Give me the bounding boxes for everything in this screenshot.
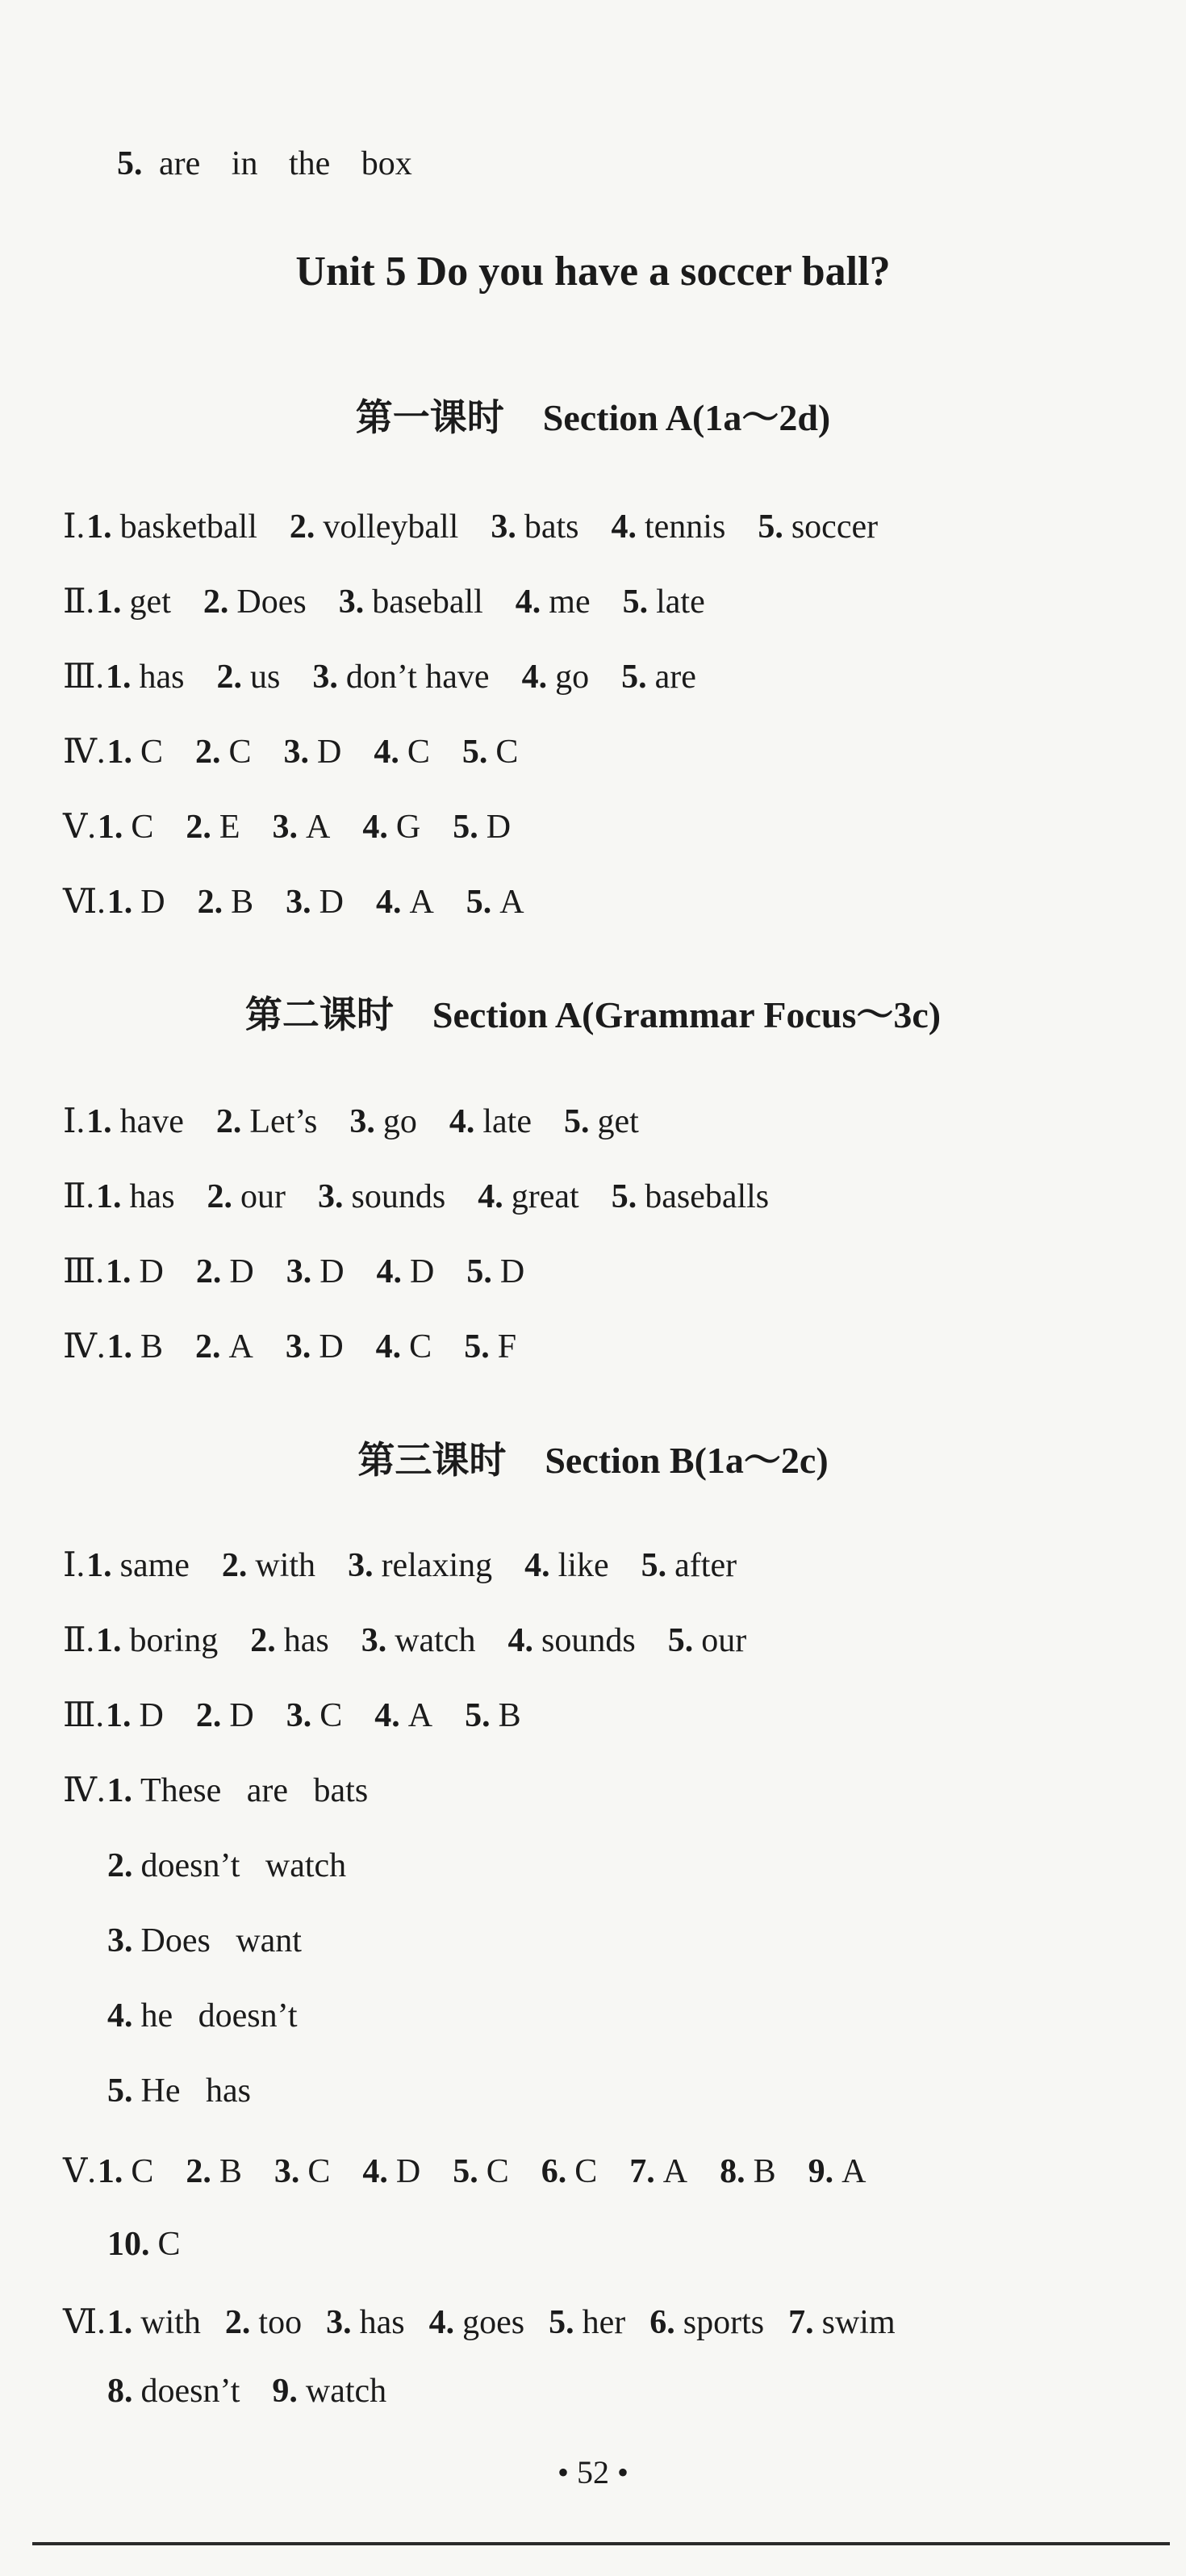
answer-row: Ⅰ.1. have 2. Let’s 3. go 4. late 5. get <box>63 1103 639 1140</box>
roman-numeral: Ⅰ. <box>63 1547 86 1584</box>
roman-numeral: Ⅰ. <box>63 1103 86 1140</box>
roman-numeral: Ⅰ. <box>63 508 86 546</box>
answer-row: 5. He has <box>107 2072 251 2110</box>
answer-row: Ⅵ.1. D 2. B 3. D 4. A 5. A <box>63 884 524 921</box>
answer-row: Ⅵ.1. with 2. too 3. has 4. goes 5. her 6. sports 7. swim <box>63 2304 896 2341</box>
lesson-label: 第三课时 <box>357 1438 507 1482</box>
section-name: Section B(1a～2c) <box>545 1440 829 1481</box>
answer-row: Ⅲ.1. has 2. us 3. don’t have 4. go 5. are <box>63 659 696 696</box>
answer-text: doesn’t <box>140 2373 240 2410</box>
answer-row: Ⅰ.1. basketball 2. volleyball 3. bats 4. tennis 5. soccer <box>63 508 879 546</box>
section-name: Section A(1a～2d) <box>542 397 831 438</box>
answer-row: Ⅱ.1. boring 2. has 3. watch 4. sounds 5. our <box>63 1622 747 1659</box>
roman-numeral: Ⅳ. <box>63 734 106 771</box>
item-number: 9. <box>272 2373 298 2410</box>
lesson-label: 第二课时 <box>244 993 394 1036</box>
roman-numeral: Ⅱ. <box>63 1178 95 1215</box>
answer-row: Ⅱ.1. get 2. Does 3. baseball 4. me 5. late <box>63 583 705 621</box>
answer-row: 10. C <box>107 2226 181 2263</box>
answer-row: Ⅰ.1. same 2. with 3. relaxing 4. like 5. after <box>63 1547 737 1584</box>
answer-row: Ⅳ.1. These are bats <box>63 1772 369 1809</box>
section-title <box>0 1434 1186 1487</box>
answer-item <box>107 2369 240 2414</box>
item-number: 5. <box>117 145 143 182</box>
answer-row-continuation <box>117 141 412 186</box>
answer-row: 3. Does want <box>107 1922 302 1959</box>
answer-text: watch <box>305 2373 387 2410</box>
roman-numeral: Ⅲ. <box>63 1697 105 1734</box>
roman-numeral: Ⅱ. <box>63 1622 95 1659</box>
answer-text: box <box>361 145 412 182</box>
answer-text: the <box>288 145 331 182</box>
answer-row: Ⅲ.1. D 2. D 3. C 4. A 5. B <box>63 1697 521 1734</box>
roman-numeral: Ⅴ. <box>63 2153 96 2190</box>
answer-row: Ⅳ.1. B 2. A 3. D 4. C 5. F <box>63 1328 517 1365</box>
answer-row: 4. he doesn’t <box>107 1997 298 2034</box>
answer-text: are <box>159 145 201 182</box>
item-number: 8. <box>107 2373 133 2410</box>
unit-title: Unit 5 Do you have a soccer ball? <box>295 249 891 295</box>
lesson-label: 第一课时 <box>355 395 504 439</box>
roman-numeral: Ⅲ. <box>63 659 105 696</box>
answer-row: 2. doesn’t watch <box>107 1847 347 1884</box>
roman-numeral: Ⅵ. <box>63 884 106 921</box>
answer-row: Ⅳ.1. C 2. C 3. D 4. C 5. C <box>63 734 519 771</box>
roman-numeral: Ⅴ. <box>63 809 96 846</box>
answer-text: in <box>231 145 258 182</box>
roman-numeral: Ⅳ. <box>63 1772 106 1809</box>
bottom-rule <box>32 2542 1170 2545</box>
answer-row: Ⅴ.1. C 2. B 3. C 4. D 5. C 6. C 7. A 8. B 9. A <box>63 2153 867 2190</box>
answer-item <box>272 2369 386 2414</box>
page-number: • 52 • <box>557 2454 628 2490</box>
roman-numeral: Ⅵ. <box>63 2304 106 2341</box>
roman-numeral: Ⅱ. <box>63 583 95 621</box>
answer-row: Ⅴ.1. C 2. E 3. A 4. G 5. D <box>63 809 512 846</box>
section-title <box>0 391 1186 444</box>
section-title <box>0 989 1186 1041</box>
answer-row: Ⅱ.1. has 2. our 3. sounds 4. great 5. baseballs <box>63 1178 770 1215</box>
roman-numeral: Ⅲ. <box>63 1253 105 1290</box>
section-name: Section A(Grammar Focus～3c) <box>432 994 942 1035</box>
roman-numeral: Ⅳ. <box>63 1328 106 1365</box>
answer-row <box>107 2369 386 2414</box>
answer-row: Ⅲ.1. D 2. D 3. D 4. D 5. D <box>63 1253 525 1290</box>
